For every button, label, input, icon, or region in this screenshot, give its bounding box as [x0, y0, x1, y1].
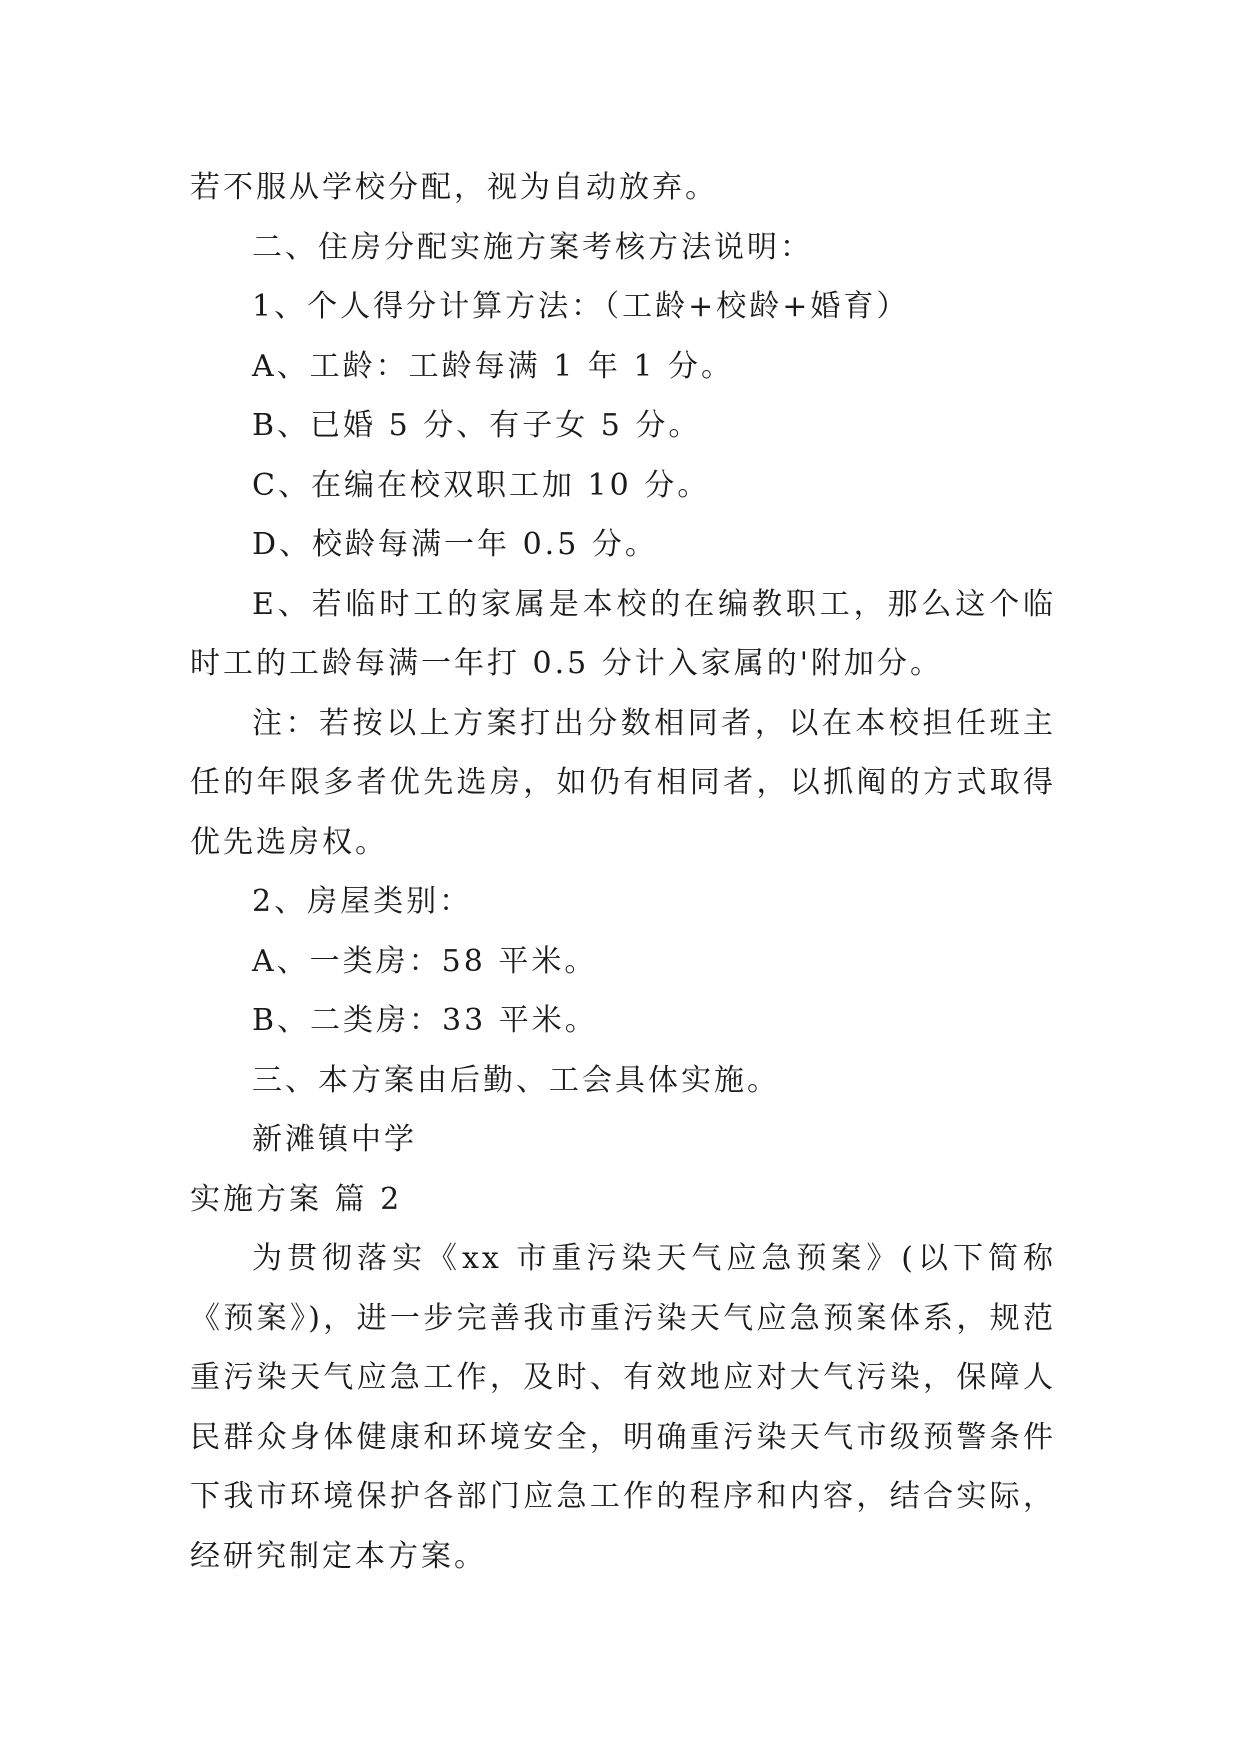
item-housing-type-b: B、二类房：33 平米。: [252, 1003, 598, 1038]
item-school-years: D、校龄每满一年 0.5 分。: [252, 527, 658, 562]
heading-implementation: 三、本方案由后勤、工会具体实施。: [252, 1062, 780, 1098]
item-marriage-children: B、已婚 5 分、有子女 5 分。: [252, 408, 702, 443]
section-title-plan-2: 实施方案 篇 2: [190, 1181, 403, 1217]
signature-school-name: 新滩镇中学: [252, 1122, 417, 1157]
item-score-calculation: 1、个人得分计算方法：（工龄+校龄+婚育）: [252, 289, 910, 324]
heading-assessment-method: 二、住房分配实施方案考核方法说明：: [252, 229, 813, 265]
item-housing-type-a: A、一类房：58 平米。: [252, 943, 598, 979]
paragraph-refusal-note: 若不服从学校分配，视为自动放弃。: [190, 170, 718, 205]
paragraph-plan-2-intro: 为贯彻落实《xx 市重污染天气应急预案》(以下简称《预案》)，进一步完善我市重污染天气应急预案体系，规范重污染天气应急工作，及时、有效地应对大气污染，保障人民群众身体健康和环境安全，明确重污染天气市级预警条件下我市环境保护各部门应急工作的程序和内容，结合实际，经研究制定本方案。: [190, 1241, 1056, 1574]
item-temporary-worker: E、若临时工的家属是本校的在编教职工，那么这个临时工的工龄每满一年打 0.5 分计入家属的'附加分。: [190, 586, 1056, 681]
item-work-years: A、工龄：工龄每满 1 年 1 分。: [252, 348, 734, 384]
item-dual-staff: C、在编在校双职工加 10 分。: [252, 467, 711, 503]
document-body: [190, 158, 1056, 1586]
paragraph-tie-break-note: 注：若按以上方案打出分数相同者，以在本校担任班主任的年限多者优先选房，如仍有相同者，以抓阄的方式取得优先选房权。: [190, 705, 1056, 860]
item-housing-categories: 2、房屋类别：: [252, 884, 473, 919]
